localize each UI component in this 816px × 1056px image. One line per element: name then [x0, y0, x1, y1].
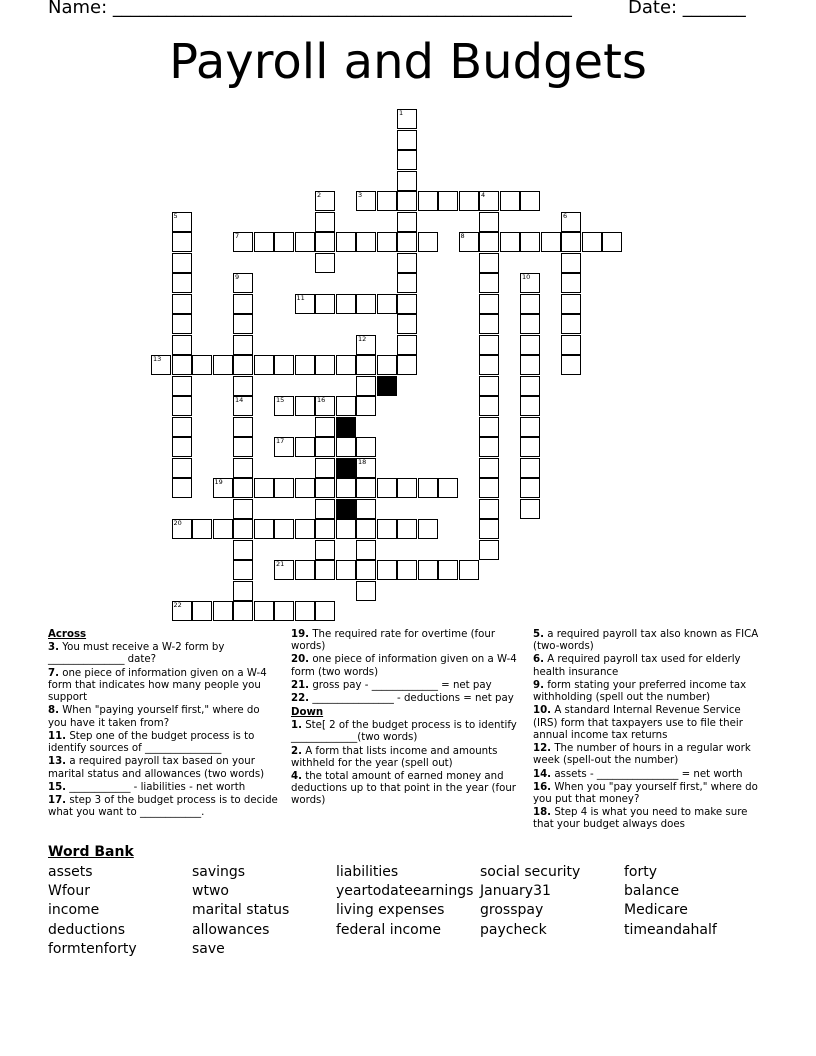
word-bank-item: January31	[480, 883, 551, 900]
grid-cell[interactable]	[233, 560, 253, 580]
grid-cell[interactable]	[377, 191, 397, 211]
grid-cell[interactable]	[356, 335, 376, 355]
grid-cell[interactable]	[172, 273, 192, 293]
across-heading: Across	[48, 629, 87, 640]
word-bank-item: balance	[624, 883, 680, 900]
grid-cell[interactable]	[356, 437, 376, 457]
blocked-cell	[336, 458, 356, 478]
grid-cell[interactable]	[295, 601, 315, 621]
grid-cell[interactable]	[520, 294, 540, 314]
grid-cell[interactable]	[274, 560, 294, 580]
grid-cell[interactable]	[397, 253, 417, 273]
grid-cell[interactable]	[397, 212, 417, 232]
grid-cell[interactable]	[336, 232, 356, 252]
grid-cell[interactable]	[520, 499, 540, 519]
grid-cell[interactable]	[602, 232, 622, 252]
grid-cell[interactable]	[479, 376, 499, 396]
grid-cell[interactable]	[479, 519, 499, 539]
grid-cell[interactable]	[233, 437, 253, 457]
clue-across-11: 11. Step one of the budget process is to identify sources of _______________	[48, 730, 255, 755]
grid-cell[interactable]	[295, 396, 315, 416]
grid-cell[interactable]	[295, 478, 315, 498]
clue-number: 5	[173, 211, 178, 220]
grid-cell[interactable]	[479, 212, 499, 232]
grid-cell[interactable]	[377, 355, 397, 375]
word-bank-item: federal income	[336, 921, 441, 938]
word-bank-item: save	[192, 940, 225, 957]
grid-cell[interactable]	[397, 560, 417, 580]
clue-number: 15	[276, 396, 285, 404]
grid-cell[interactable]	[315, 601, 335, 621]
grid-cell[interactable]	[315, 417, 335, 437]
grid-cell[interactable]	[561, 314, 581, 334]
grid-cell[interactable]	[479, 314, 499, 334]
grid-cell[interactable]	[315, 478, 335, 498]
word-bank-item: assets	[48, 864, 93, 880]
grid-cell[interactable]	[172, 355, 192, 375]
grid-cell[interactable]	[172, 519, 192, 539]
page-title: Payroll and Budgets	[169, 34, 647, 90]
word-bank-item: income	[48, 902, 100, 919]
grid-cell[interactable]	[520, 437, 540, 457]
grid-cell[interactable]	[315, 355, 335, 375]
grid-cell[interactable]	[315, 294, 335, 314]
clue-across-19: 19. The required rate for overtime (four words)	[291, 629, 496, 653]
word-bank-item: allowances	[192, 921, 270, 938]
clue-number: 3	[358, 191, 363, 199]
grid-cell[interactable]	[438, 191, 458, 211]
grid-cell[interactable]	[336, 396, 356, 416]
grid-cell[interactable]	[561, 232, 581, 252]
clue-down-1: 1. Ste[ 2 of the budget process is to identify _____________(two words)	[291, 720, 517, 744]
grid-cell[interactable]	[377, 519, 397, 539]
grid-cell[interactable]	[520, 417, 540, 437]
grid-cell[interactable]	[233, 417, 253, 437]
grid-cell[interactable]	[479, 396, 499, 416]
clue-number: 13	[153, 355, 162, 363]
grid-cell[interactable]	[315, 560, 335, 580]
grid-cell[interactable]	[172, 396, 192, 416]
grid-cell[interactable]	[561, 212, 581, 232]
grid-cell[interactable]	[397, 191, 417, 211]
grid-cell[interactable]	[254, 355, 274, 375]
grid-cell[interactable]	[356, 499, 376, 519]
grid-cell[interactable]	[233, 601, 253, 621]
grid-cell[interactable]	[356, 540, 376, 560]
clue-across-13: 13. a required payroll tax based on your marital status and allowances (two words)	[48, 756, 265, 780]
word-bank-item: marital status	[192, 902, 290, 919]
grid-cell[interactable]	[233, 232, 253, 252]
grid-cell[interactable]	[418, 560, 438, 580]
grid-cell[interactable]	[213, 601, 233, 621]
grid-cell[interactable]	[479, 458, 499, 478]
grid-cell[interactable]	[233, 519, 253, 539]
clue-across-17: 17. step 3 of the budget process is to decide what you want to ____________.	[48, 795, 278, 819]
blocked-cell	[336, 499, 356, 519]
grid-cell[interactable]	[172, 314, 192, 334]
grid-cell[interactable]	[172, 335, 192, 355]
grid-cell[interactable]	[418, 478, 438, 498]
grid-cell[interactable]	[172, 294, 192, 314]
grid-cell[interactable]	[541, 232, 561, 252]
grid-cell[interactable]	[397, 150, 417, 170]
grid-cell[interactable]	[233, 376, 253, 396]
grid-cell[interactable]	[459, 191, 479, 211]
word-bank-item: savings	[192, 864, 246, 880]
grid-cell[interactable]	[479, 335, 499, 355]
grid-cell[interactable]	[315, 437, 335, 457]
clue-number: 1	[399, 109, 404, 117]
clue-down-5: 5. a required payroll tax also known as FICA (two-words)	[533, 629, 759, 653]
grid-cell[interactable]	[356, 519, 376, 539]
grid-cell[interactable]	[233, 458, 253, 478]
grid-cell[interactable]	[561, 355, 581, 375]
clue-down-6: 6. A required payroll tax used for elderly health insurance	[533, 654, 741, 678]
grid-cell[interactable]	[520, 478, 540, 498]
grid-cell[interactable]	[254, 232, 274, 252]
grid-cell[interactable]	[336, 294, 356, 314]
grid-cell[interactable]	[172, 478, 192, 498]
grid-cell[interactable]	[397, 232, 417, 252]
grid-cell[interactable]	[356, 560, 376, 580]
clue-across-22: 22. ________________ - deductions = net pay	[291, 693, 514, 705]
grid-cell[interactable]	[397, 335, 417, 355]
grid-cell[interactable]	[295, 437, 315, 457]
word-bank-title: Word Bank	[48, 844, 134, 860]
name-field[interactable]: Name: ___________________________________________________	[48, 0, 572, 18]
grid-cell[interactable]	[172, 376, 192, 396]
grid-cell[interactable]	[233, 314, 253, 334]
grid-cell[interactable]	[520, 376, 540, 396]
grid-cell[interactable]	[274, 355, 294, 375]
grid-cell[interactable]	[192, 601, 212, 621]
grid-cell[interactable]	[356, 232, 376, 252]
grid-cell[interactable]	[336, 560, 356, 580]
grid-cell[interactable]	[233, 294, 253, 314]
clue-number: 22	[173, 601, 182, 609]
clue-number: 8	[460, 232, 465, 240]
grid-cell[interactable]	[397, 478, 417, 498]
grid-cell[interactable]	[295, 294, 315, 314]
grid-cell[interactable]	[172, 458, 192, 478]
grid-cell[interactable]	[520, 335, 540, 355]
grid-cell[interactable]	[479, 355, 499, 375]
grid-cell[interactable]	[295, 232, 315, 252]
clues-col-2	[291, 629, 523, 809]
word-bank-item: grosspay	[480, 902, 544, 919]
clue-down-16: 16. When you "pay yourself first," where do you put that money?	[533, 781, 758, 805]
clue-down-14: 14. assets - ________________ = net worth	[533, 768, 743, 780]
grid-cell[interactable]	[295, 355, 315, 375]
clue-down-9: 9. form stating your preferred income tax withholding (spell out the number)	[533, 679, 747, 704]
clue-across-3: 3. You must receive a W-2 form by _______________ date?	[48, 642, 225, 666]
grid-cell[interactable]	[356, 355, 376, 375]
grid-cell[interactable]	[356, 458, 376, 478]
grid-cell[interactable]	[192, 355, 212, 375]
word-bank-item: social security	[480, 864, 581, 880]
grid-cell[interactable]	[459, 560, 479, 580]
grid-cell[interactable]	[479, 232, 499, 252]
grid-cell[interactable]	[377, 560, 397, 580]
clue-number: 6	[563, 211, 568, 220]
grid-cell[interactable]	[315, 232, 335, 252]
grid-cell[interactable]	[192, 519, 212, 539]
grid-cell[interactable]	[356, 191, 376, 211]
clue-number: 2	[317, 191, 322, 199]
grid-cell[interactable]	[356, 376, 376, 396]
clue-number: 11	[296, 293, 305, 302]
clue-number: 16	[317, 396, 326, 404]
grid-cell[interactable]	[295, 560, 315, 580]
grid-cell[interactable]	[561, 335, 581, 355]
grid-cell[interactable]	[213, 355, 233, 375]
grid-cell[interactable]	[315, 191, 335, 211]
across-clues-col-1	[48, 629, 278, 821]
grid-cell[interactable]	[397, 355, 417, 375]
grid-cell[interactable]	[377, 294, 397, 314]
grid-cell[interactable]	[479, 294, 499, 314]
word-bank-item: wtwo	[192, 883, 229, 900]
grid-cell[interactable]	[315, 212, 335, 232]
grid-cell[interactable]	[172, 212, 192, 232]
grid-cell[interactable]	[315, 253, 335, 273]
clue-across-8: 8. When "paying yourself first," where do you have it taken from?	[48, 705, 260, 729]
word-bank-item: forty	[624, 864, 658, 880]
grid-cell[interactable]	[315, 540, 335, 560]
grid-cell[interactable]	[520, 314, 540, 334]
grid-cell[interactable]	[336, 437, 356, 457]
grid-cell[interactable]	[233, 355, 253, 375]
blocked-cell	[377, 376, 397, 396]
grid-cell[interactable]	[254, 478, 274, 498]
grid-cell[interactable]	[336, 519, 356, 539]
grid-cell[interactable]	[520, 355, 540, 375]
clue-number: 12	[358, 334, 367, 343]
clue-number: 21	[276, 560, 285, 568]
grid-cell[interactable]	[418, 232, 438, 252]
grid-cell[interactable]	[233, 478, 253, 498]
grid-cell[interactable]	[315, 499, 335, 519]
clue-number: 10	[522, 273, 531, 281]
grid-cell[interactable]	[213, 478, 233, 498]
down-heading: Down	[291, 706, 324, 718]
grid-cell[interactable]	[233, 499, 253, 519]
grid-cell[interactable]	[520, 191, 540, 211]
down-clues-col-3	[533, 629, 765, 833]
clue-number: 17	[276, 437, 285, 445]
grid-cell[interactable]	[377, 232, 397, 252]
grid-cell[interactable]	[233, 581, 253, 601]
grid-cell[interactable]	[418, 519, 438, 539]
date-field[interactable]: Date: _______	[628, 0, 746, 18]
clue-across-20: 20. one piece of information given on a W-4 form (two words)	[291, 654, 517, 678]
grid-cell[interactable]	[438, 560, 458, 580]
grid-cell[interactable]	[295, 519, 315, 539]
grid-cell[interactable]	[315, 458, 335, 478]
clue-number: 19	[214, 478, 223, 486]
grid-cell[interactable]	[479, 273, 499, 293]
grid-cell[interactable]	[479, 191, 499, 211]
clue-number: 14	[235, 396, 244, 404]
grid-cell[interactable]	[274, 478, 294, 498]
word-bank-item: living expenses	[336, 902, 445, 919]
clue-down-4: 4. the total amount of earned money and deductions up to that point in the year (four words)	[291, 771, 516, 807]
grid-cell[interactable]	[479, 499, 499, 519]
grid-cell[interactable]	[397, 294, 417, 314]
grid-cell[interactable]	[397, 314, 417, 334]
clue-number: 7	[235, 232, 240, 240]
grid-cell[interactable]	[500, 191, 520, 211]
word-bank-item: yeartodateearnings	[336, 883, 474, 900]
grid-cell[interactable]	[397, 109, 417, 129]
grid-cell[interactable]	[397, 171, 417, 191]
grid-cell[interactable]	[418, 191, 438, 211]
grid-cell[interactable]	[315, 519, 335, 539]
grid-cell[interactable]	[254, 519, 274, 539]
word-bank-col-1	[48, 863, 137, 959]
blocked-cell	[336, 417, 356, 437]
grid-cell[interactable]	[520, 273, 540, 293]
word-bank-item: deductions	[48, 921, 126, 938]
grid-cell[interactable]	[520, 232, 540, 252]
clue-down-12: 12. The number of hours in a regular work week (spell-out the number)	[533, 743, 751, 767]
grid-cell[interactable]	[172, 232, 192, 252]
grid-cell[interactable]	[233, 540, 253, 560]
grid-cell[interactable]	[274, 601, 294, 621]
grid-cell[interactable]	[397, 273, 417, 293]
grid-cell[interactable]	[336, 478, 356, 498]
grid-cell[interactable]	[233, 273, 253, 293]
word-bank-item: timeandahalf	[624, 921, 717, 938]
clue-number: 20	[173, 519, 182, 527]
word-bank-col-3	[336, 863, 473, 940]
word-bank-item: Medicare	[624, 902, 688, 919]
grid-cell[interactable]	[479, 478, 499, 498]
grid-cell[interactable]	[172, 253, 192, 273]
grid-cell[interactable]	[561, 273, 581, 293]
grid-cell[interactable]	[356, 478, 376, 498]
grid-cell[interactable]	[520, 396, 540, 416]
grid-cell[interactable]	[233, 396, 253, 416]
grid-cell[interactable]	[356, 294, 376, 314]
grid-cell[interactable]	[397, 519, 417, 539]
clue-down-2: 2. A form that lists income and amounts withheld for the year (spell out)	[291, 745, 498, 769]
word-bank-item: formtenforty	[48, 940, 137, 957]
grid-cell[interactable]	[438, 478, 458, 498]
clue-across-21: 21. gross pay - _____________ = net pay	[291, 679, 492, 691]
grid-cell[interactable]	[459, 232, 479, 252]
word-bank-col-5	[624, 863, 717, 940]
clue-number: 18	[358, 457, 367, 466]
word-bank-item: paycheck	[480, 921, 547, 938]
clue-down-18: 18. Step 4 is what you need to make sure that your budget always does	[533, 807, 748, 831]
grid-cell[interactable]	[336, 355, 356, 375]
grid-cell[interactable]	[561, 253, 581, 273]
grid-cell[interactable]	[479, 417, 499, 437]
grid-cell[interactable]	[233, 335, 253, 355]
clue-across-7: 7. one piece of information given on a W-4 form that indicates how many people you support	[48, 667, 267, 704]
grid-cell[interactable]	[213, 519, 233, 539]
grid-cell[interactable]	[172, 601, 192, 621]
grid-cell[interactable]	[500, 232, 520, 252]
word-bank-item: Wfour	[48, 883, 90, 900]
grid-cell[interactable]	[356, 581, 376, 601]
grid-cell[interactable]	[479, 437, 499, 457]
grid-cell[interactable]	[397, 130, 417, 150]
clue-down-10: 10. A standard Internal Revenue Service (IRS) form that taxpayers use to file their annual income tax returns	[533, 705, 743, 741]
clue-number: 9	[235, 273, 240, 281]
grid-cell[interactable]	[172, 437, 192, 457]
grid-cell[interactable]	[274, 396, 294, 416]
grid-cell[interactable]	[151, 355, 171, 375]
grid-cell[interactable]	[377, 478, 397, 498]
grid-cell[interactable]	[315, 396, 335, 416]
word-bank-item: liabilities	[336, 864, 399, 880]
grid-cell[interactable]	[172, 417, 192, 437]
word-bank-col-4	[480, 863, 580, 940]
grid-cell[interactable]	[274, 519, 294, 539]
grid-cell[interactable]	[520, 458, 540, 478]
grid-cell[interactable]	[561, 294, 581, 314]
clue-across-15: 15. ____________ - liabilities - net worth	[48, 781, 246, 793]
grid-cell[interactable]	[274, 437, 294, 457]
grid-cell[interactable]	[356, 396, 376, 416]
grid-cell[interactable]	[582, 232, 602, 252]
grid-cell[interactable]	[254, 601, 274, 621]
word-bank-col-2	[192, 863, 289, 959]
grid-cell[interactable]	[274, 232, 294, 252]
grid-cell[interactable]	[479, 253, 499, 273]
grid-cell[interactable]	[479, 540, 499, 560]
clue-number: 4	[481, 191, 486, 199]
